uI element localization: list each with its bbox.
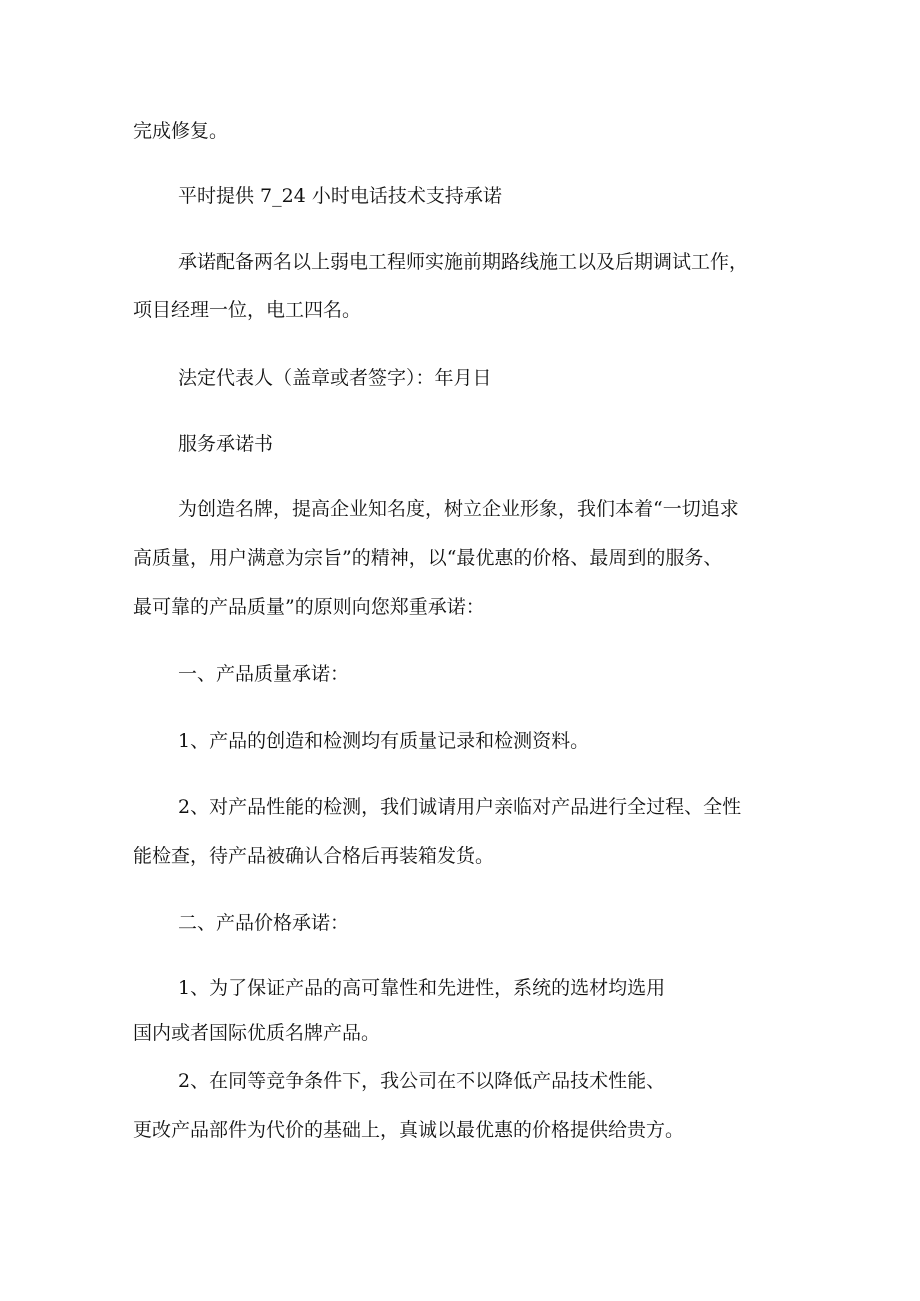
- text-line: 高质量，用户满意为宗旨”的精神，以“最优惠的价格、最周到的服务、: [133, 547, 723, 569]
- text-line: 法定代表人（盖章或者签字）：年月日: [178, 367, 492, 389]
- text-line: 项目经理一位，电工四名。: [133, 299, 362, 321]
- text-line: 服务承诺书: [178, 433, 274, 455]
- text-line: 平时提供 7_24 小时电话技术支持承诺: [178, 185, 502, 207]
- text-line: 2、在同等竞争条件下，我公司在不以降低产品技术性能、: [178, 1070, 666, 1092]
- text-line: 2、对产品性能的检测，我们诚请用户亲临对产品进行全过程、全性: [178, 796, 742, 818]
- text-line: 1、为了保证产品的高可靠性和先进性，系统的选材均选用: [178, 977, 666, 999]
- text-line: 承诺配备两名以上弱电工程师实施前期路线施工以及后期调试工作，: [178, 251, 749, 273]
- text-line: 最可靠的产品质量”的原则向您郑重承诺：: [133, 596, 485, 618]
- section-heading: 二、产品价格承诺：: [178, 912, 350, 934]
- section-heading: 一、产品质量承诺：: [178, 663, 350, 685]
- text-line: 国内或者国际优质名牌产品。: [133, 1022, 381, 1044]
- text-line: 为创造名牌，提高企业知名度，树立企业形象，我们本着“一切追求: [178, 498, 739, 520]
- text-line: 更改产品部件为代价的基础上，真诚以最优惠的价格提供给贵方。: [133, 1119, 685, 1141]
- text-line: 1、产品的创造和检测均有质量记录和检测资料。: [178, 730, 590, 752]
- text-line: 能检查，待产品被确认合格后再装箱发货。: [133, 845, 495, 867]
- text-line: 完成修复。: [133, 120, 229, 142]
